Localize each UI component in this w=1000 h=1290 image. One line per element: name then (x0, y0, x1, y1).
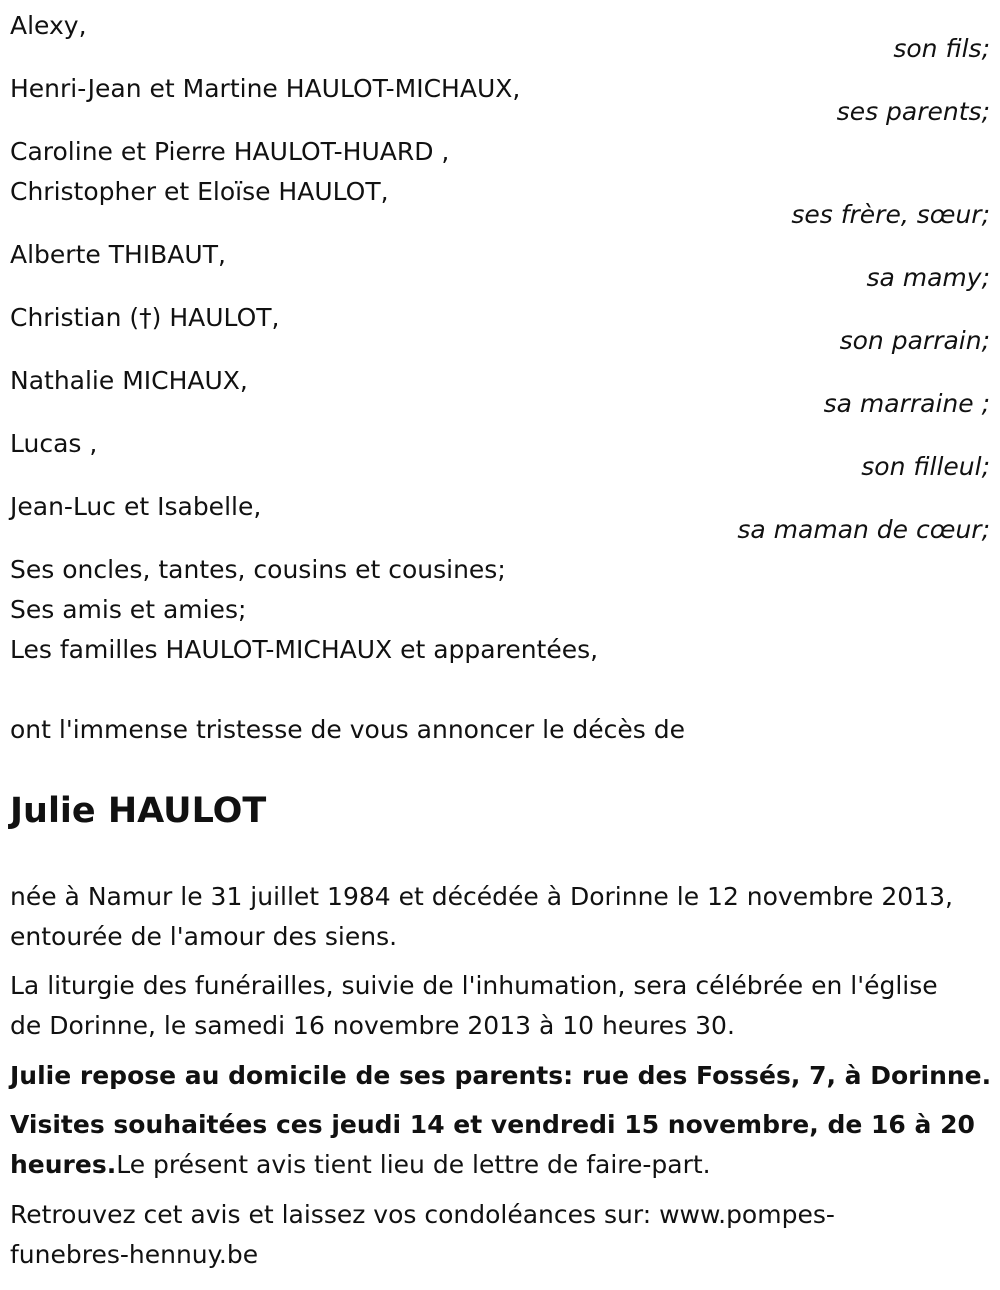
liturgy-line2: de Dorinne, le samedi 16 novembre 2013 à 10 heures 30. (10, 1011, 735, 1040)
deceased-name: Julie HAULOT (10, 791, 267, 831)
liturgy-line1: La liturgie des funérailles, suivie de l'inhumation, sera célébrée en l'église (10, 971, 938, 1000)
family-siblings-role: ses frère, sœur; (791, 200, 990, 229)
family-parrain-name: Christian (†) HAULOT, (10, 303, 280, 332)
family-maman-coeur-role: sa maman de cœur; (737, 515, 990, 544)
family-siblings-line1: Caroline et Pierre HAULOT-HUARD , (10, 137, 450, 166)
birth-death-line1: née à Namur le 31 juillet 1984 et décédée à Dorinne le 12 novembre 2013, (10, 882, 953, 911)
visits-faire-part: Le présent avis tient lieu de lettre de faire-part. (116, 1150, 711, 1179)
condolences-line2: funebres-hennuy.be (10, 1240, 259, 1269)
condolences-line1: Retrouvez cet avis et laissez vos condoléances sur: www.pompes- (10, 1200, 835, 1229)
family-others-line3: Les familles HAULOT-MICHAUX et apparentées, (10, 635, 599, 664)
family-parrain-role: son parrain; (839, 326, 990, 355)
family-parents-role: ses parents; (836, 97, 990, 126)
family-parents-name: Henri-Jean et Martine HAULOT-MICHAUX, (10, 74, 521, 103)
family-filleul-name: Lucas , (10, 429, 98, 458)
visits-line2 (10, 1145, 711, 1185)
repose-text: Julie repose au domicile de ses parents: rue des Fossés, 7, à Dorinne. (10, 1061, 992, 1090)
family-alexy-name: Alexy, (10, 11, 87, 40)
announcement-text: ont l'immense tristesse de vous annoncer le décès de (10, 715, 686, 744)
family-siblings-line2: Christopher et Eloïse HAULOT, (10, 177, 389, 206)
family-marraine-name: Nathalie MICHAUX, (10, 366, 248, 395)
family-others-line2: Ses amis et amies; (10, 595, 247, 624)
family-mamy-role: sa mamy; (866, 263, 990, 292)
family-mamy-name: Alberte THIBAUT, (10, 240, 226, 269)
family-filleul-role: son filleul; (861, 452, 990, 481)
family-maman-coeur-name: Jean-Luc et Isabelle, (10, 492, 262, 521)
family-marraine-role: sa marraine ; (823, 389, 990, 418)
visits-hours-bold: heures. (10, 1150, 117, 1179)
birth-death-line2: entourée de l'amour des siens. (10, 922, 398, 951)
family-others-line1: Ses oncles, tantes, cousins et cousines; (10, 555, 506, 584)
family-alexy-role: son fils; (893, 34, 990, 63)
visits-line1: Visites souhaitées ces jeudi 14 et vendredi 15 novembre, de 16 à 20 (10, 1110, 975, 1139)
